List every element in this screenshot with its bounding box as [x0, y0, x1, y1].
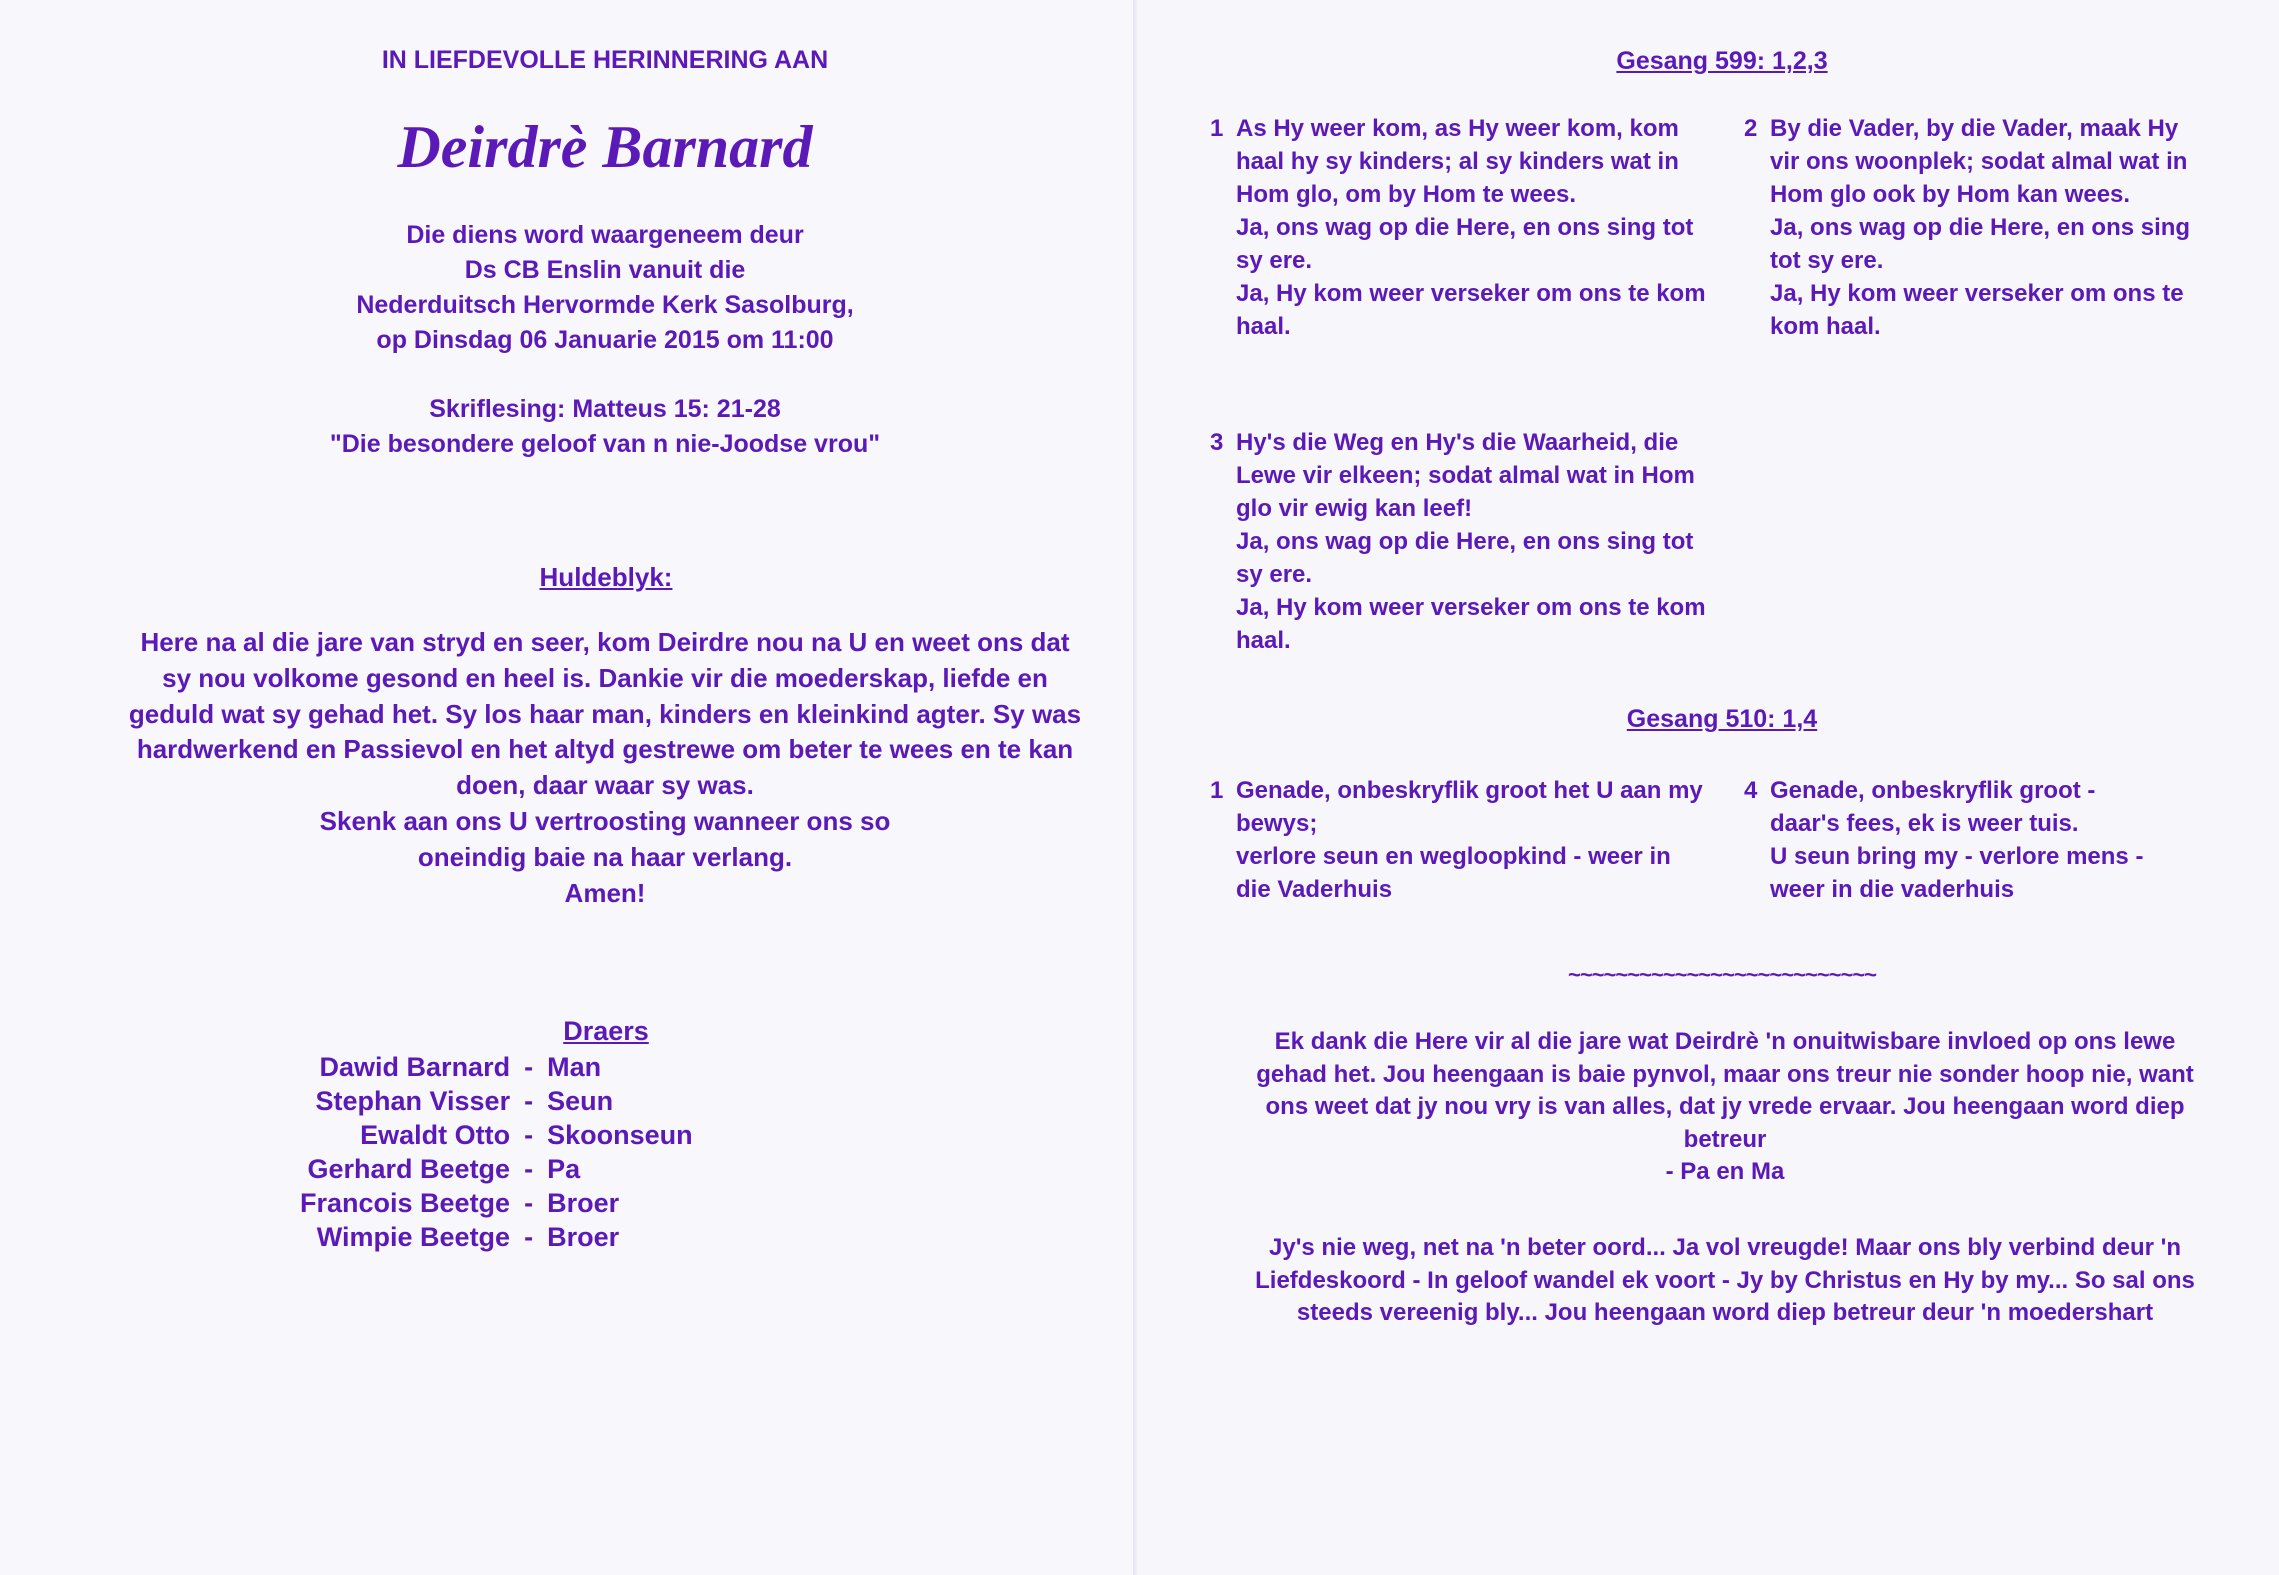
- bearer-row: [300, 1220, 693, 1254]
- bearer-role: Skoonseun: [547, 1120, 693, 1150]
- deceased-name: Deirdrè Barnard: [397, 114, 813, 180]
- verse-number: 1: [1210, 115, 1224, 142]
- message-line: gehad het. Jou heengaan is baie pynvol, maar ons treur nie sonder hoop nie, want: [1256, 1060, 2194, 1088]
- verse-line: tot sy ere.: [1770, 247, 1884, 274]
- tribute-line: Here na al die jare van stryd en seer, kom Deirdre nou na U en weet ons dat: [140, 627, 1070, 657]
- verse-line: weer in die vaderhuis: [1770, 876, 2015, 903]
- hymn-599-title: Gesang 599: 1,2,3: [1616, 47, 1828, 75]
- bearers-list: [300, 1050, 693, 1254]
- message-line: steeds vereenig bly... Jou heengaan word diep betreur deur 'n moedershart: [1296, 1299, 2154, 1326]
- message-line: betreur: [1683, 1125, 1767, 1153]
- verse-line: haal hy sy kinders; al sy kinders wat in: [1236, 148, 1679, 175]
- service-line: Die diens word waargeneem deur: [406, 221, 804, 249]
- bearer-name: Ewaldt Otto: [360, 1120, 511, 1150]
- message-line: Liefdeskoord - In geloof wandel ek voort - Jy by Christus en Hy by my... So sal ons: [1255, 1266, 2195, 1294]
- service-line: op Dinsdag 06 Januarie 2015 om 11:00: [376, 326, 834, 354]
- service-info: [0, 218, 1210, 358]
- tilde-divider: ~~~~~~~~~~~~~~~~~~~~~~~~~~: [1567, 962, 1877, 987]
- verse-line: kom haal.: [1770, 313, 1881, 340]
- mother-message: [1200, 1232, 2250, 1330]
- reading-line: Skriflesing: Matteus 15: 21-28: [429, 395, 781, 423]
- verse-line: bewys;: [1236, 810, 1318, 837]
- bearer-name: Wimpie Beetge: [316, 1222, 511, 1252]
- bearer-name: Gerhard Beetge: [307, 1154, 511, 1184]
- service-line: Ds CB Enslin vanuit die: [464, 256, 746, 284]
- verse-line: sy ere.: [1236, 247, 1313, 274]
- verse-line: Ja, Hy kom weer verseker om ons te: [1770, 280, 2184, 307]
- message-signature: - Pa en Ma: [1665, 1158, 1785, 1185]
- tribute-line: Amen!: [564, 877, 646, 908]
- verse-line: Ja, ons wag op die Here, en ons sing: [1770, 214, 2191, 241]
- bearer-role: Pa: [547, 1154, 581, 1184]
- tribute-title: Huldeblyk:: [539, 562, 673, 592]
- tribute-line: oneindig baie na haar verlang.: [417, 841, 793, 872]
- verse-line: Ja, Hy kom weer verseker om ons te kom: [1236, 280, 1706, 307]
- verse-number: 3: [1210, 429, 1224, 456]
- bearer-row: [300, 1050, 693, 1084]
- verse-line: haal.: [1236, 627, 1291, 654]
- parents-message: [1200, 1026, 2250, 1189]
- bearer-row: [300, 1152, 693, 1186]
- verse-line: Ja, ons wag op die Here, en ons sing tot: [1236, 214, 1694, 241]
- verse-line: vir ons woonplek; sodat almal wat in: [1770, 148, 2188, 175]
- verse-line: As Hy weer kom, as Hy weer kom, kom: [1236, 115, 1679, 142]
- service-line: Nederduitsch Hervormde Kerk Sasolburg,: [356, 291, 854, 319]
- reading-line: "Die besondere geloof van n nie-Joodse vrou": [329, 430, 881, 458]
- verse-line: Ja, Hy kom weer verseker om ons te kom: [1236, 594, 1706, 621]
- bearer-role: Broer: [547, 1222, 620, 1252]
- bearer-dash: -: [524, 1086, 534, 1116]
- bearer-dash: -: [524, 1154, 534, 1184]
- scripture-reading: [0, 392, 1210, 462]
- verse-line: Hom glo, om by Hom te wees.: [1236, 181, 1577, 208]
- bearer-dash: -: [524, 1120, 534, 1150]
- verse-line: Lewe vir elkeen; sodat almal wat in Hom: [1236, 462, 1695, 489]
- verse-line: By die Vader, by die Vader, maak Hy: [1770, 115, 2179, 142]
- verse-line: Ja, ons wag op die Here, en ons sing tot: [1236, 528, 1694, 555]
- bearers-title: Draers: [563, 1016, 649, 1046]
- verse-line: verlore seun en wegloopkind - weer in: [1236, 843, 1671, 870]
- verse-number: 2: [1744, 115, 1758, 142]
- verse-line: sy ere.: [1236, 561, 1313, 588]
- verse-line: Hom glo ook by Hom kan wees.: [1770, 181, 2131, 208]
- bearer-name: Francois Beetge: [300, 1188, 511, 1218]
- bearer-row: [300, 1118, 693, 1152]
- verse-line: Hy's die Weg en Hy's die Waarheid, die: [1236, 429, 1679, 456]
- hymn-510-title: Gesang 510: 1,4: [1626, 705, 1818, 733]
- bearer-name: Dawid Barnard: [319, 1052, 511, 1082]
- tribute-line: hardwerkend en Passievol en het altyd gestrewe om beter te wees en te kan: [136, 734, 1074, 765]
- bearer-dash: -: [524, 1222, 534, 1252]
- tribute-line: doen, daar waar sy was.: [456, 770, 754, 801]
- tribute-line: geduld wat sy gehad het. Sy los haar man, kinders en kleinkind agter. Sy was: [128, 698, 1082, 729]
- verse-line: die Vaderhuis: [1236, 876, 1393, 903]
- message-line: ons weet dat jy nou vry is van alles, dat jy vrede ervaar. Jou heengaan word diep: [1265, 1093, 2185, 1120]
- verse-line: glo vir ewig kan leef!: [1236, 495, 1473, 522]
- verse-line: U seun bring my - verlore mens -: [1770, 843, 2144, 870]
- bearer-role: Broer: [547, 1188, 620, 1218]
- tribute-line: sy nou volkome gesond en heel is. Dankie vir die moederskap, liefde en: [162, 662, 1048, 693]
- bearer-row: [300, 1186, 693, 1220]
- verse-line: haal.: [1236, 313, 1291, 340]
- bearer-name: Stephan Visser: [315, 1086, 511, 1116]
- verse-line: daar's fees, ek is weer tuis.: [1770, 810, 2079, 837]
- verse-number: 1: [1210, 777, 1224, 804]
- bearer-role: Seun: [547, 1086, 614, 1116]
- message-line: Ek dank die Here vir al die jare wat Deirdrè 'n onuitwisbare invloed op ons lewe: [1274, 1028, 2176, 1055]
- bearer-dash: -: [524, 1188, 534, 1218]
- verse-line: Genade, onbeskryflik groot het U aan my: [1236, 777, 1703, 804]
- tribute-line: Skenk aan ons U vertroosting wanneer ons so: [319, 805, 891, 836]
- bearer-row: [300, 1084, 693, 1118]
- verse-line: Genade, onbeskryflik groot -: [1770, 777, 2096, 804]
- verse-number: 4: [1744, 777, 1758, 804]
- tribute-text: [60, 625, 1150, 911]
- bearer-dash: -: [524, 1052, 534, 1082]
- message-line: Jy's nie weg, net na 'n beter oord... Ja vol vreugde! Maar ons bly verbind deur 'n: [1269, 1234, 2181, 1261]
- memorial-heading: IN LIEFDEVOLLE HERINNERING AAN: [381, 46, 829, 74]
- bearer-role: Man: [547, 1052, 602, 1082]
